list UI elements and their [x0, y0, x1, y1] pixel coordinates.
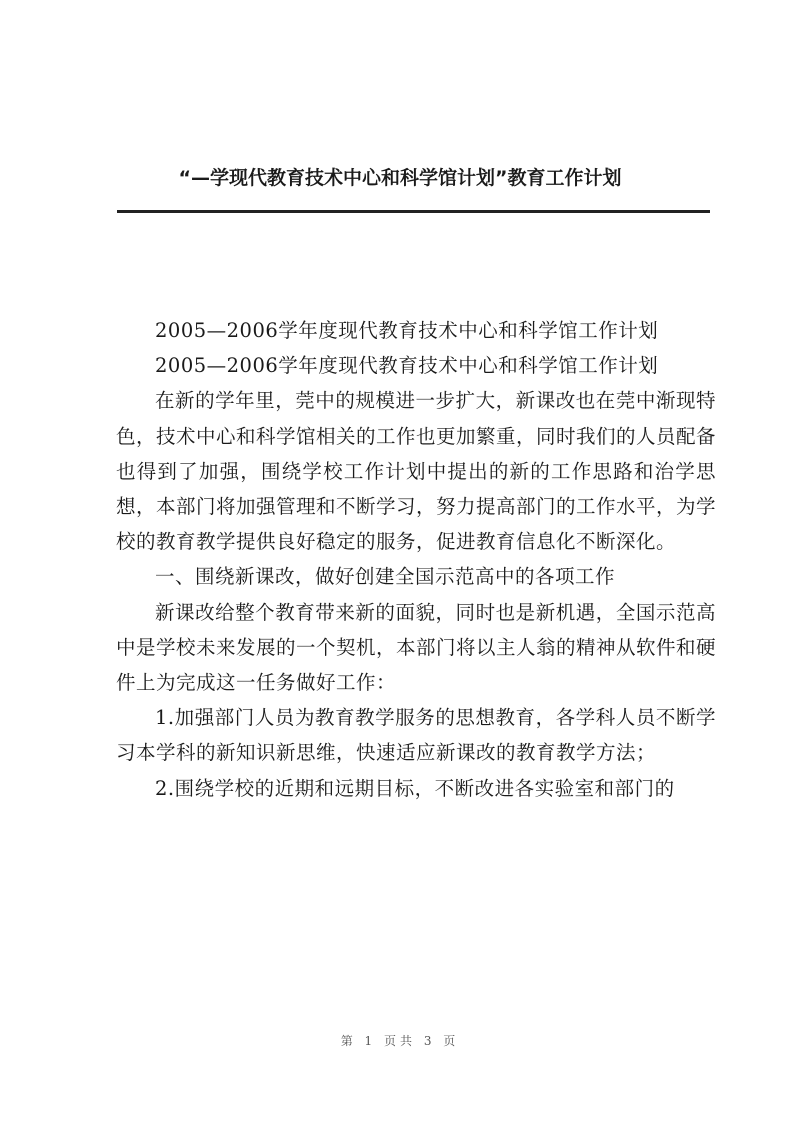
section-heading-1: 一、围绕新课改，做好创建全国示范高中的各项工作	[155, 565, 616, 589]
document-title: “—学现代教育技术中心和科学馆计划”教育工作计划	[178, 167, 622, 189]
paragraph-section-1: 新课改给整个教育带来新的面貌，同时也是新机遇，全国示范高中是学校未来发展的一个契机，本部门将以主人翁的精神从软件和硬件上为完成这一任务做好工作：	[116, 600, 717, 695]
list-item-2: 2.围绕学校的近期和远期目标，不断改进各实验室和部门的	[155, 776, 675, 800]
list-item-1: 1.加强部门人员为教育教学服务的思想教育，各学科人员不断学习本学科的新知识新思维，快速适应新课改的教育教学方法；	[116, 706, 716, 765]
title-divider	[117, 210, 710, 213]
paragraph-intro: 在新的学年里，莞中的规模进一步扩大，新课改也在莞中渐现特色，技术中心和科学馆相关的工作也更加繁重，同时我们的人员配备也得到了加强，围绕学校工作计划中提出的新的工作思路和治学思想，本部门将加强管理和不断学习，努力提高部门的工作水平，为学校的教育教学提供良好稳定的服务，促进教育信息化不断深化。	[116, 389, 717, 554]
paragraph-heading-1: 2005—2006学年度现代教育技术中心和科学馆工作计划	[155, 319, 659, 342]
paragraph-heading-2: 2005—2006学年度现代教育技术中心和科学馆工作计划	[155, 354, 659, 378]
page-footer: 第 1 页共 3 页	[340, 1034, 460, 1048]
document-body	[116, 313, 716, 806]
